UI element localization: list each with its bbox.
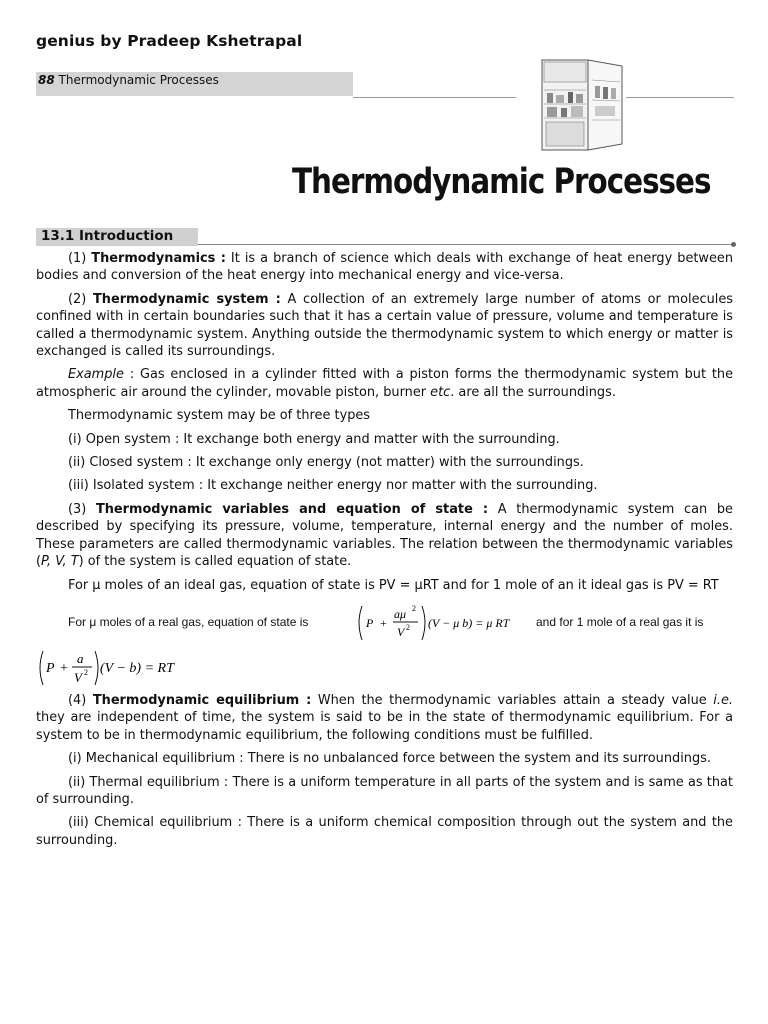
paragraph-thermodynamics (36, 250, 733, 285)
real-gas-one-mole-formula (36, 648, 196, 688)
para-text: When the thermodynamic variables attain a steady value (311, 692, 714, 708)
para-lead: (1) (68, 251, 92, 266)
para-lead: (3) (68, 501, 96, 517)
section-heading: 13.1 Introduction (41, 228, 174, 244)
refrigerator-illustration (532, 56, 628, 154)
real-gas-text-left: For μ moles of a real gas, equation of state is (68, 614, 309, 629)
formula-symbol: P (366, 615, 374, 630)
para-text: : Gas enclosed in a cylinder fitted with a piston forms the thermodynamic system but the atmospheric air around the cylinder, movable piston, burner (36, 367, 733, 400)
para-text: they are independent of time, the system is said to be in the state of thermodynamic equilibrium. For a system to be in thermodynamic equilibrium, the following conditions must be fulfilled. (36, 710, 733, 743)
header-rule-right (626, 97, 734, 98)
ie-text: i.e. (713, 692, 733, 708)
running-header (36, 72, 353, 96)
list-item-thermal-equilibrium: (ii) Thermal equilibrium : There is a uniform temperature in all parts of the system and is same as that of surrounding. (36, 774, 733, 807)
list-item-mechanical-equilibrium: (i) Mechanical equilibrium : There is no unbalanced force between the system and its surroundings. (68, 751, 711, 767)
para-lead: (4) (68, 692, 93, 708)
para-lead: (2) (68, 291, 93, 307)
example-label: Example (68, 367, 124, 383)
term-system: Thermodynamic system : (92, 291, 281, 307)
para-text: . are all the surroundings. (450, 384, 616, 400)
formula-symbol: aμ (394, 606, 407, 621)
section-heading-bar (36, 228, 198, 246)
formula-symbol: 2 (406, 622, 410, 632)
para-text: It is a branch of science which deals with exchange of heat energy between bodies and conversion of the heat energy into mechanical energy and vice-versa. (36, 251, 733, 284)
etc-text: etc (430, 384, 451, 400)
paragraph-system (36, 291, 733, 361)
real-gas-one-mole-line (36, 648, 733, 688)
paragraph-equilibrium (36, 692, 733, 744)
formula-symbol: + (60, 660, 68, 676)
list-item-chemical-equilibrium: (iii) Chemical equilibrium : There is a uniform chemical composition through out the system and the surrounding. (36, 815, 733, 848)
term-variables: Thermodynamic variables and equation of state : (95, 501, 489, 517)
term-thermodynamics: Thermodynamics : (91, 251, 226, 266)
variables-list: P, V, T (41, 554, 79, 570)
body-content (36, 250, 733, 855)
section-rule-end (731, 242, 736, 247)
formula-symbol: + (380, 615, 387, 630)
running-title: Thermodynamic Processes (58, 73, 219, 87)
paragraph-variables (36, 501, 733, 571)
running-header-text (38, 73, 219, 87)
brand-title: genius by Pradeep Kshetrapal (36, 32, 303, 50)
real-gas-text-right: and for 1 mole of a real gas it is (536, 614, 704, 629)
list-item-isolated-system: (iii) Isolated system : It exchange neither energy nor matter with the surrounding. (68, 478, 598, 494)
paragraph-ideal-gas: For μ moles of an ideal gas, equation of state is PV = μRT and for 1 mole of an it ideal gas is PV = RT (68, 577, 719, 593)
list-item-closed-system: (ii) Closed system : It exchange only energy (not matter) with the surroundings. (68, 455, 584, 471)
real-gas-formula (354, 600, 536, 646)
formula-symbol: (V − b) = RT (100, 660, 174, 676)
formula-symbol: a (77, 650, 84, 666)
term-equilibrium: Thermodynamic equilibrium : (92, 692, 312, 708)
section-rule (198, 244, 733, 245)
real-gas-equation-line (36, 600, 733, 646)
para-text: A collection of an extremely large number of atoms or molecules confined with in certain boundaries such that it has a certain value of pressure, volume and temperature is called a thermodynamic system. Anything outside the thermodynamic system to which energy or matter is exchanged is called its surroundings. (36, 291, 733, 360)
paragraph-example (36, 366, 733, 401)
formula-symbol: 2 (412, 603, 416, 613)
page-number: 88 (38, 73, 55, 87)
para-text: ) of the system is called equation of state. (78, 554, 352, 570)
formula-symbol: V (74, 669, 82, 685)
formula-symbol: P (46, 660, 55, 676)
header-rule-left (353, 97, 516, 98)
formula-symbol: V (397, 624, 405, 639)
paragraph-types-intro: Thermodynamic system may be of three types (68, 408, 371, 424)
chapter-title: Thermodynamic Processes (292, 162, 711, 202)
list-item-open-system: (i) Open system : It exchange both energy and matter with the surrounding. (68, 431, 560, 447)
formula-symbol: 2 (84, 667, 88, 677)
formula-symbol: (V − μ b) = μ RT (428, 615, 510, 630)
para-text: A thermodynamic system can be described by specifying its pressure, volume, temperature, internal energy and the number of moles. These parameters are called thermodynamic variables. The relation between the thermodynamic variables ( (36, 501, 733, 570)
